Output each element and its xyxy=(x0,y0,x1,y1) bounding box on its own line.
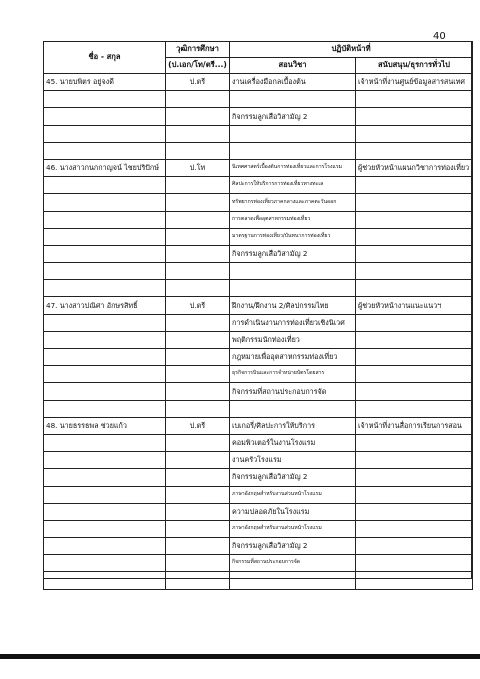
cell-subject: กิจกรรมลูกเสือวิสามัญ 2 xyxy=(230,108,356,125)
table-row xyxy=(44,74,473,91)
table-row xyxy=(44,211,473,228)
cell-subject: กฎหมายเพื่ออุตสาหกรรมท่องเที่ยว xyxy=(230,349,356,366)
cell-education xyxy=(166,177,230,194)
cell-education xyxy=(166,194,230,211)
cell-name xyxy=(44,452,166,469)
table-row xyxy=(44,572,473,589)
cell-support xyxy=(356,572,473,589)
cell-education xyxy=(166,108,230,125)
cell-name xyxy=(44,469,166,486)
cell-name xyxy=(44,538,166,555)
cell-name xyxy=(44,331,166,348)
cell-subject: กิจกรรมที่สถานประกอบการจัด xyxy=(230,555,356,572)
cell-education xyxy=(166,383,230,400)
table-row xyxy=(44,417,473,434)
cell-name xyxy=(44,280,166,297)
cell-name xyxy=(44,142,166,159)
header-name: ชื่อ - สกุล xyxy=(44,42,166,74)
cell-name: 48. นายธรรธพล ช่วยแก้ว xyxy=(44,417,166,434)
cell-support: เจ้าหน้าที่งานศูนย์ข้อมูลสารสนเทศ xyxy=(356,74,473,91)
table-row xyxy=(44,297,473,314)
table-row xyxy=(44,400,473,417)
cell-education xyxy=(166,228,230,245)
cell-support xyxy=(356,486,473,503)
cell-support xyxy=(356,263,473,280)
cell-subject xyxy=(230,263,356,280)
header-duty: ปฏิบัติหน้าที่ xyxy=(230,42,473,58)
cell-education xyxy=(166,400,230,417)
cell-name xyxy=(44,400,166,417)
cell-support xyxy=(356,400,473,417)
cell-education: ป.ตรี xyxy=(166,74,230,91)
cell-education xyxy=(166,520,230,537)
cell-subject xyxy=(230,91,356,108)
cell-subject: กิจกรรมที่สถานประกอบการจัด xyxy=(230,383,356,400)
table-row xyxy=(44,142,473,159)
cell-support xyxy=(356,125,473,142)
cell-support xyxy=(356,314,473,331)
cell-subject: กิจกรรมลูกเสือวิสามัญ 2 xyxy=(230,469,356,486)
cell-education xyxy=(166,572,230,589)
cell-name xyxy=(44,228,166,245)
cell-name xyxy=(44,383,166,400)
table-body xyxy=(44,74,473,590)
cell-subject xyxy=(230,400,356,417)
cell-subject: ศิลปะการให้บริการการท่องเที่ยวทางทะเล xyxy=(230,177,356,194)
cell-education xyxy=(166,91,230,108)
cell-education: ป.ตรี xyxy=(166,297,230,314)
cell-name: 47. นางสาวปณิศา อักษรสิทธิ์ xyxy=(44,297,166,314)
table-row xyxy=(44,383,473,400)
cell-name xyxy=(44,245,166,262)
footer-bar xyxy=(0,654,480,659)
table-row xyxy=(44,177,473,194)
cell-support xyxy=(356,108,473,125)
cell-name xyxy=(44,177,166,194)
cell-education xyxy=(166,142,230,159)
cell-support xyxy=(356,211,473,228)
cell-subject: ทรัพยากรท่องเที่ยวภาคกลางและภาคตะวันออก xyxy=(230,194,356,211)
cell-name xyxy=(44,486,166,503)
cell-education xyxy=(166,366,230,383)
cell-support xyxy=(356,194,473,211)
cell-subject: มาตรฐานการท่องเที่ยว/บันทนาการท่องเที่ยว xyxy=(230,228,356,245)
cell-education xyxy=(166,245,230,262)
staff-duty-table xyxy=(43,41,473,590)
table-row xyxy=(44,434,473,451)
cell-subject: ภาษาอังกฤษสำหรับงานส่วนหน้าโรงแรม xyxy=(230,520,356,537)
table-row xyxy=(44,159,473,176)
header-support: สนับสนุน/ธุรการทั่วไป xyxy=(356,58,473,74)
cell-subject: การตลาดเพื่ออุตสาหกรรมท่องเที่ยว xyxy=(230,211,356,228)
cell-education xyxy=(166,263,230,280)
cell-subject: งานครัวโรงแรม xyxy=(230,452,356,469)
cell-support xyxy=(356,383,473,400)
table-row xyxy=(44,245,473,262)
cell-support xyxy=(356,503,473,520)
cell-subject: ความปลอดภัยในโรงแรม xyxy=(230,503,356,520)
cell-name xyxy=(44,194,166,211)
cell-subject: ธุรกิจการบินและการจำหน่ายบัตรโดยสาร xyxy=(230,366,356,383)
cell-education xyxy=(166,503,230,520)
cell-name xyxy=(44,91,166,108)
cell-support xyxy=(356,366,473,383)
page-number: 40 xyxy=(433,31,446,42)
cell-name xyxy=(44,349,166,366)
table-row xyxy=(44,349,473,366)
cell-name xyxy=(44,314,166,331)
cell-support xyxy=(356,142,473,159)
table-row xyxy=(44,452,473,469)
table-row xyxy=(44,331,473,348)
cell-education xyxy=(166,452,230,469)
cell-subject: กิจกรรมลูกเสือวิสามัญ 2 xyxy=(230,538,356,555)
cell-name xyxy=(44,125,166,142)
cell-subject xyxy=(230,125,356,142)
table-row xyxy=(44,314,473,331)
table-row xyxy=(44,469,473,486)
cell-support: ผู้ช่วยหัวหน้าแผนกวิชาการท่องเที่ยว xyxy=(356,159,473,176)
cell-subject: พฤติกรรมนักท่องเที่ยว xyxy=(230,331,356,348)
cell-education xyxy=(166,280,230,297)
cell-education xyxy=(166,434,230,451)
cell-support xyxy=(356,177,473,194)
table-row xyxy=(44,125,473,142)
table-row xyxy=(44,520,473,537)
cell-name: 46. นางสาวกนกกาญจน์ ไชยปริปักษ์ xyxy=(44,159,166,176)
cell-subject xyxy=(230,572,356,589)
table-row xyxy=(44,538,473,555)
cell-education xyxy=(166,349,230,366)
cell-education xyxy=(166,469,230,486)
cell-education xyxy=(166,331,230,348)
table-row xyxy=(44,228,473,245)
cell-name xyxy=(44,108,166,125)
cell-education xyxy=(166,538,230,555)
cell-support xyxy=(356,452,473,469)
cell-support xyxy=(356,349,473,366)
cell-name xyxy=(44,520,166,537)
cell-subject: นิเทศศาสตร์เบื้องต้นการท่องเที่ยวและการโรงแรม xyxy=(230,159,356,176)
table-row xyxy=(44,486,473,503)
cell-name xyxy=(44,503,166,520)
cell-support xyxy=(356,555,473,572)
cell-name xyxy=(44,211,166,228)
header-education: วุฒิการศึกษา xyxy=(166,42,230,58)
table-row xyxy=(44,503,473,520)
cell-name xyxy=(44,572,166,589)
header-education-sub: (ป.เอก/โท/ตรี...) xyxy=(166,58,230,74)
cell-support xyxy=(356,331,473,348)
cell-support xyxy=(356,280,473,297)
table-row xyxy=(44,108,473,125)
cell-subject: ฝึกงาน/ฝึกงาน 2/ศิลปกรรมไทย xyxy=(230,297,356,314)
cell-support xyxy=(356,245,473,262)
cell-name xyxy=(44,555,166,572)
cell-education xyxy=(166,211,230,228)
cell-support xyxy=(356,228,473,245)
cell-education xyxy=(166,125,230,142)
cell-name xyxy=(44,263,166,280)
cell-education xyxy=(166,555,230,572)
cell-subject: งานเครื่องมือกลเบื้องต้น xyxy=(230,74,356,91)
header-teach: สอนวิชา xyxy=(230,58,356,74)
cell-subject: คอมพิวเตอร์ในงานโรงแรม xyxy=(230,434,356,451)
cell-name xyxy=(44,366,166,383)
cell-subject xyxy=(230,142,356,159)
cell-education: ป.โท xyxy=(166,159,230,176)
table-row xyxy=(44,555,473,572)
cell-support xyxy=(356,434,473,451)
cell-support xyxy=(356,520,473,537)
table-row xyxy=(44,280,473,297)
cell-subject: กิจกรรมลูกเสือวิสามัญ 2 xyxy=(230,245,356,262)
table-row xyxy=(44,366,473,383)
table-row xyxy=(44,263,473,280)
cell-subject: เบเกอรี่/ศิลปะการให้บริการ xyxy=(230,417,356,434)
table-row xyxy=(44,194,473,211)
cell-subject: การดำเนินงานการท่องเที่ยวเชิงนิเวศ xyxy=(230,314,356,331)
cell-support: ผู้ช่วยหัวหน้างานแนะแนวฯ xyxy=(356,297,473,314)
cell-education xyxy=(166,486,230,503)
cell-support: เจ้าหน้าที่งานสื่อการเรียนการสอน xyxy=(356,417,473,434)
cell-education xyxy=(166,314,230,331)
cell-support xyxy=(356,91,473,108)
table-row xyxy=(44,91,473,108)
cell-name xyxy=(44,434,166,451)
cell-support xyxy=(356,538,473,555)
cell-education: ป.ตรี xyxy=(166,417,230,434)
cell-subject: ภาษาอังกฤษสำหรับงานส่วนหน้าโรงแรม xyxy=(230,486,356,503)
cell-name: 45. นายบพิตร อยู่จงดี xyxy=(44,74,166,91)
cell-support xyxy=(356,469,473,486)
cell-subject xyxy=(230,280,356,297)
